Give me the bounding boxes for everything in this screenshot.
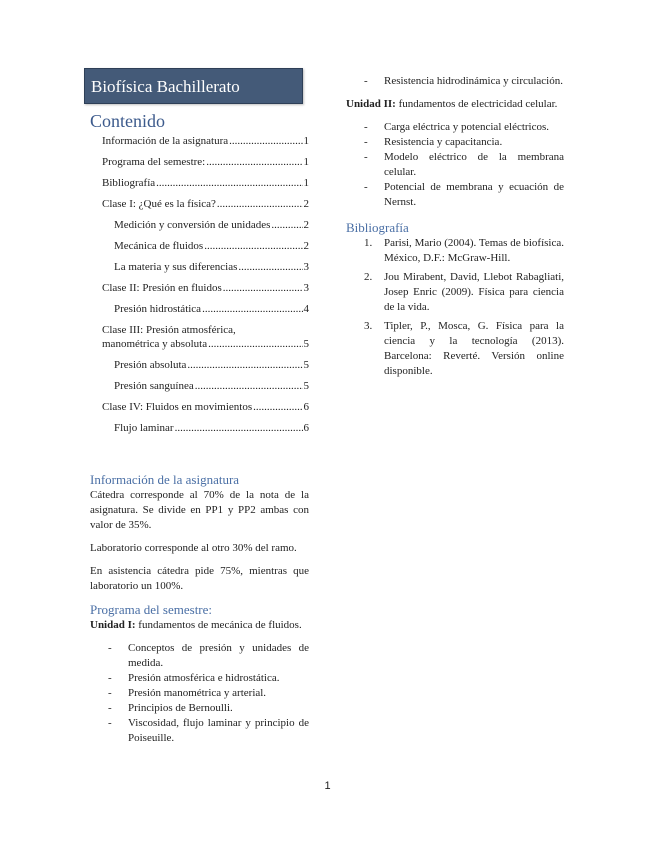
toc-subentry[interactable]: Presión hidrostática ..... 4 xyxy=(90,302,309,316)
unit1-text: fundamentos de mecánica de fluidos. xyxy=(135,619,302,631)
list-item: - Principios de Bernoulli. xyxy=(90,701,309,716)
right-column xyxy=(346,74,564,383)
toc-subentry[interactable]: Mecánica de fluidos ..... 2 xyxy=(90,239,309,253)
info-paragraph: Laboratorio corresponde al otro 30% del ramo. xyxy=(90,542,297,554)
document-title: Biofísica Bachillerato xyxy=(84,68,303,104)
toc-subentry[interactable]: Medición y conversión de unidades ..... 2 xyxy=(90,218,309,232)
programa-heading: Programa del semestre: xyxy=(90,602,213,617)
list-item: - Presión atmosférica e hidrostática. xyxy=(90,671,309,686)
bibliografia-heading: Bibliografía xyxy=(346,220,409,235)
list-item: - Presión manométrica y arterial. xyxy=(90,686,309,701)
unit2-list xyxy=(346,120,564,210)
unit1-label: Unidad I: xyxy=(90,619,136,631)
unit1-list xyxy=(90,641,309,746)
unit2-label: Unidad II: xyxy=(346,98,396,110)
page-number: 1 xyxy=(324,780,331,792)
list-item: - Potencial de membrana y ecuación de Nernst. xyxy=(346,180,564,210)
toc-entry[interactable]: Información de la asignatura ..... 1 xyxy=(90,134,309,148)
left-column xyxy=(90,110,309,746)
toc-subentry[interactable]: Presión absoluta ..... 5 xyxy=(90,358,309,372)
toc-subentry[interactable]: Flujo laminar ..... 6 xyxy=(90,421,309,435)
bibliografia-list xyxy=(346,236,564,379)
bibliography-item: 1. Parisi, Mario (2004). Temas de biofísica. México, D.F.: McGraw-Hill. xyxy=(364,237,564,264)
toc-entry[interactable]: Bibliografía ..... 1 xyxy=(90,176,309,190)
toc-entry[interactable]: Clase II: Presión en fluidos ..... 3 xyxy=(90,281,309,295)
toc-subentry[interactable]: La materia y sus diferencias ..... 3 xyxy=(90,260,309,274)
list-item: - Modelo eléctrico de la membrana celular. xyxy=(346,150,564,180)
table-of-contents xyxy=(90,134,309,435)
toc-entry[interactable]: Clase I: ¿Qué es la física? ..... 2 xyxy=(90,197,309,211)
toc-heading: Contenido xyxy=(90,111,165,131)
toc-entry-label-line1: Clase III: Presión atmosférica, xyxy=(102,324,236,336)
toc-subentry[interactable]: Presión sanguínea ..... 5 xyxy=(90,379,309,393)
unit2-text: fundamentos de electricidad celular. xyxy=(395,98,558,110)
bibliography-item: 3. Tipler, P., Mosca, G. Física para la ciencia y la tecnología (2013). Barcelona: Reverté. Versión online disponible. xyxy=(364,320,564,377)
toc-entry[interactable]: Clase III: Presión atmosférica, manométrica y absoluta ..... 5 xyxy=(90,323,309,351)
toc-entry[interactable]: Clase IV: Fluidos en movimientos ..... 6 xyxy=(90,400,309,414)
unit2-description xyxy=(346,97,564,112)
list-item: - Resistencia hidrodinámica y circulación. xyxy=(346,74,564,89)
list-item: - Carga eléctrica y potencial eléctricos. xyxy=(346,120,564,135)
list-item: - Resistencia y capacitancia. xyxy=(346,135,564,150)
unit1-list-continued xyxy=(346,74,564,89)
list-item: - Viscosidad, flujo laminar y principio de Poiseuille. xyxy=(90,716,309,746)
info-heading: Información de la asignatura xyxy=(90,472,240,487)
info-paragraph: Cátedra corresponde al 70% de la nota de la asignatura. Se divide en PP1 y PP2 ambas con valor de 35%. xyxy=(90,489,309,531)
info-paragraph: En asistencia cátedra pide 75%, mientras que laboratorio un 100%. xyxy=(90,565,309,592)
unit1-description xyxy=(90,618,309,633)
toc-entry[interactable]: Programa del semestre: ..... 1 xyxy=(90,155,309,169)
list-item: - Conceptos de presión y unidades de medida. xyxy=(90,641,309,671)
bibliography-item: 2. Jou Mirabent, David, Llebot Rabagliati, Josep Enric (2009). Física para ciencia de la vida. xyxy=(364,271,564,313)
